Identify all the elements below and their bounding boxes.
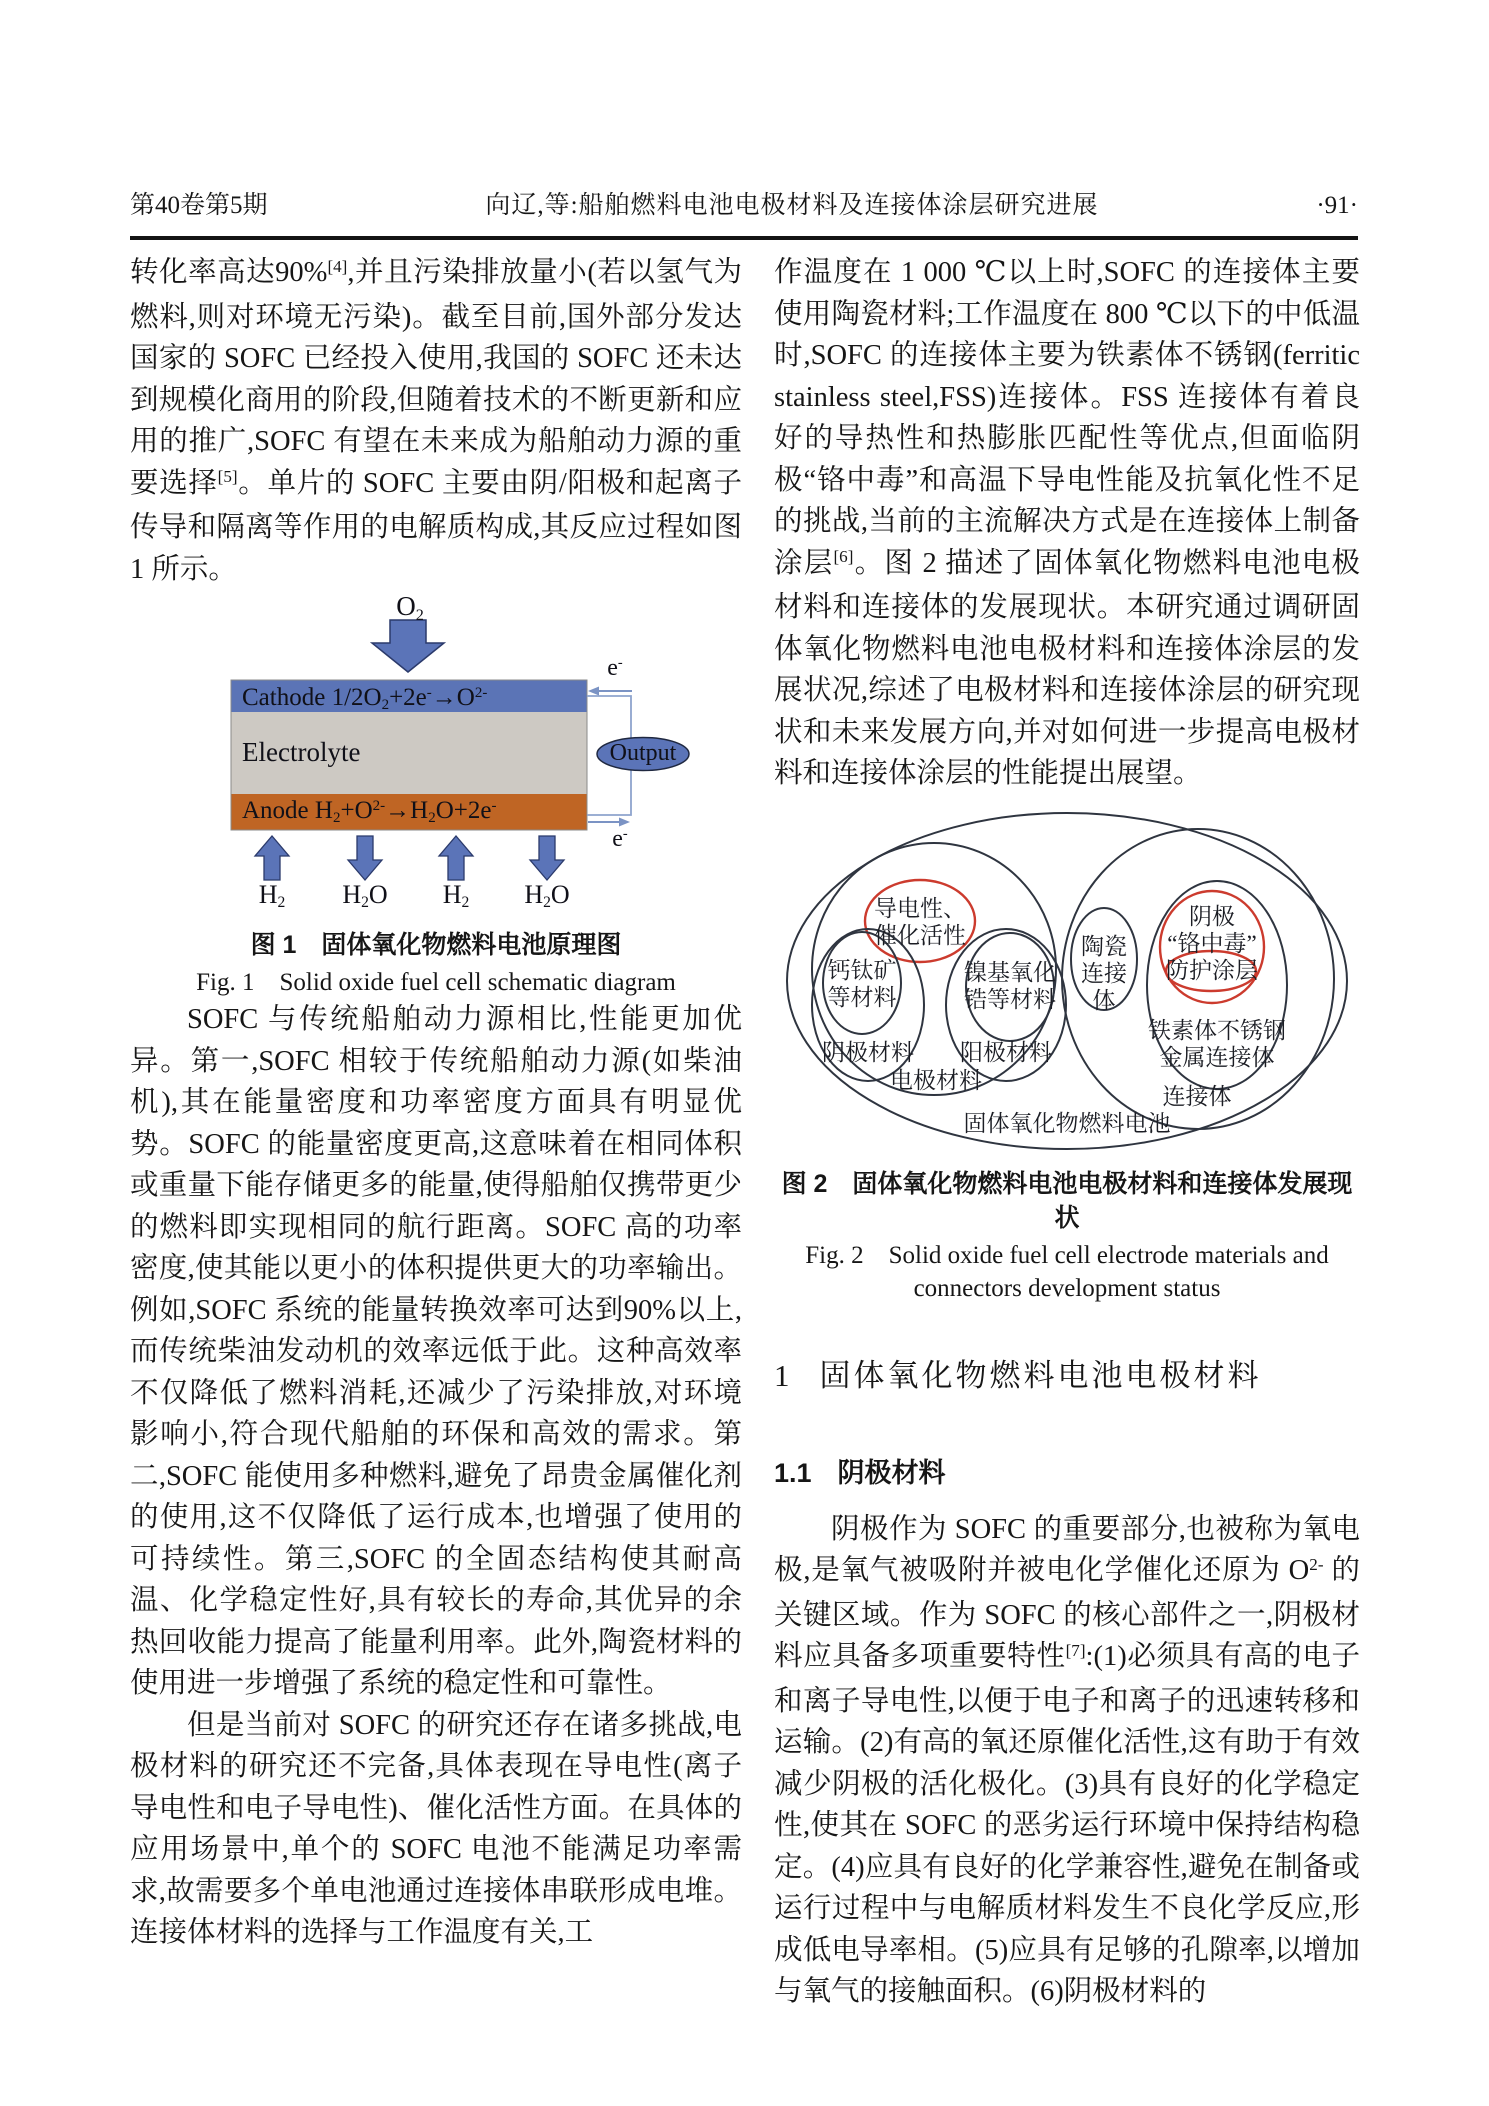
section-1-1-title: 阴极材料 <box>837 1457 946 1488</box>
h2o-down-arrow-left <box>348 836 382 880</box>
fss-interconnect-label: 铁素体不锈钢 金属连接体 <box>1148 1017 1286 1070</box>
section-1-number: 1 <box>774 1357 790 1393</box>
figure-1-caption <box>130 928 742 999</box>
paragraph-sofc-challenges: 但是当前对 SOFC 的研究还存在诸多挑战,电极材料的研究还不完备,具体表现在导电性(离子导电性和电子导电性)、催化活性方面。在具体的应用场景中,单个的 SOFC 电池不能满足功率需求,故需要多个单电池通过连接体串联形成电堆。连接体材料的选择与工作温度有关,工 <box>130 1709 742 1948</box>
electron-top-label: e- <box>607 655 623 681</box>
o2-down-arrow <box>372 620 444 672</box>
h2o-down-arrow-right <box>530 836 564 880</box>
figure-1-caption-en: Fig. 1 Solid oxide fuel cell schematic diagram <box>196 969 676 996</box>
output-label: Output <box>609 740 677 766</box>
figure-2-caption <box>774 1167 1360 1305</box>
ceramic-interconnect-label: 陶瓷 连接体 <box>1081 933 1127 1013</box>
page-number: ·91· <box>1316 192 1358 219</box>
figure-2-caption-zh: 图 2 固体氧化物燃料电池电极材料和连接体发展现状 <box>781 1169 1353 1232</box>
perovskite-label: 钙钛矿 等材料 <box>827 957 897 1010</box>
conductivity-label: 导电性、 催化活性 <box>874 895 966 948</box>
paragraph-interconnect: 作温度在 1 000 ℃以上时,SOFC 的连接体主要使用陶瓷材料;工作温度在 800 ℃以下的中低温时,SOFC 的连接体主要为铁素体不锈钢(ferritic stainless steel,FSS)连接体。FSS 连接体有着良好的导热性和热膨胀匹配性等优点,但面临阴极“铬中毒”和高温下导电性能及抗氧化性不足的挑战,当前的主流解决方式是在连接体上制备涂层[6]。图 2 描述了固体氧化物燃料电池电极材料和连接体的发展现状。本研究通过调研固体氧化物燃料电池电极材料和连接体涂层的发展状况,综述了电极材料和连接体涂层的研究现状和未来发展方向,并对如何进一步提高电极材料和连接体涂层的性能提出展望。 <box>774 257 1360 789</box>
h2o-label-left: $H_2O$ <box>342 880 388 912</box>
section-1-heading <box>774 1355 1360 1397</box>
figure-2-caption-en-1: Fig. 2 Solid oxide fuel cell electrode materials and <box>805 1241 1329 1269</box>
figure-1 <box>130 591 742 999</box>
interconnect-label: 连接体 <box>1162 1083 1232 1109</box>
cathode-reaction-label: Cathode $1/2O_2+2e^-\to O^{2-}$ <box>242 684 488 714</box>
h2-label-left: $H_2$ <box>258 880 286 912</box>
page-header <box>130 190 1358 222</box>
paragraph-cathode-materials: 阴极作为 SOFC 的重要部分,也被称为氧电极,是氧气被吸附并被电化学催化还原为 $O^{2-}$ 的关键区域。作为 SOFC 的核心部件之一,阴极材料应具备多项重要特性[7]:(1)必须具有高的电子和离子导电性,以便于电子和离子的迅速转移和运输。(2)有高的氧还原催化活性,这有助于有效减少阴极的活化极化。(3)具有良好的化学稳定性,使其在 SOFC 的恶劣运行环境中保持结构稳定。(4)应具有良好的化学兼容性,避免在制备或运行过程中与电解质材料发生不良化学反应,形成低电导率相。(5)应具有足够的孔隙率,以增加与氧气的接触面积。(6)阴极材料的 <box>774 1513 1360 2007</box>
right-column <box>774 252 1360 2013</box>
electrolyte-label: Electrolyte <box>242 737 361 767</box>
h2-up-arrow-right <box>439 836 473 880</box>
anode-reaction-label: Anode $H_2+O^{2-}\to H_2O+2e^-$ <box>242 797 497 827</box>
figure-1-caption-zh: 图 1 固体氧化物燃料电池原理图 <box>250 931 622 959</box>
paragraph-sofc-advantages: SOFC 与传统船舶动力源相比,性能更加优异。第一,SOFC 相较于传统船舶动力源(如柴油机),其在能量密度和功率密度方面具有明显优势。SOFC 的能量密度更高,这意味着在相同体积或重量下能存储更多的能量,使得船舶仅携带更少的燃料即实现相同的航行距离。SOFC 高的功率密度,使其能以更小的体积提供更大的功率输出。例如,SOFC 系统的能量转换效率可达到90%以上,而传统柴油发动机的效率远低于此。这种高效率不仅降低了燃料消耗,还减少了污染排放,对环境影响小,符合现代船舶的环保和高效的需求。第二,SOFC 能使用多种燃料,避免了昂贵金属催化剂的使用,这不仅降低了运行成本,也增强了使用的可持续性。第三,SOFC 的全固态结构使其耐高温、化学稳定性好,具有较长的寿命,其优异的余热回收能力提高了能量利用率。此外,陶瓷材料的使用进一步增强了系统的稳定性和可靠性。 <box>130 1004 742 1699</box>
electron-arrow-top-head <box>588 687 599 696</box>
running-title: 向辽,等:船舶燃料电池电极材料及连接体涂层研究进展 <box>485 192 1099 219</box>
cathode-materials-label: 阴极材料 <box>822 1039 914 1065</box>
electrode-materials-label: 电极材料 <box>890 1067 982 1093</box>
nickel-zirconia-label: 镍基氧化 锆等材料 <box>964 959 1056 1012</box>
figure-2 <box>774 807 1360 1305</box>
o2-label: $O_2$ <box>396 591 424 624</box>
figure-1-diagram <box>130 591 742 918</box>
sofc-label: 固体氧化物燃料电池 <box>963 1110 1171 1136</box>
section-1-title: 固体氧化物燃料电池电极材料 <box>819 1357 1262 1393</box>
figure-2-diagram <box>774 807 1360 1157</box>
figure-2-caption-en-2: connectors development status <box>913 1274 1221 1302</box>
section-1-1-number: 1.1 <box>774 1457 812 1488</box>
header-rule <box>130 236 1358 240</box>
paragraph-conversion-rate: 转化率高达90%[4],并且污染排放量小(若以氢气为燃料,则对环境无污染)。截至目前,国外部分发达国家的 SOFC 已经投入使用,我国的 SOFC 还未达到规模化商用的阶段,但随着技术的不断更新和应用的推广,SOFC 有望在未来成为船舶动力源的重要选择[5]。单片的 SOFC 主要由阴/阳极和起离子传导和隔离等作用的电解质构成,其反应过程如图 1 所示。 <box>130 256 742 585</box>
chromium-coating-label: 阴极 “铬中毒” 防护涂层 <box>1166 903 1258 983</box>
left-column <box>130 252 742 1954</box>
electron-bottom-label: e- <box>612 826 628 852</box>
volume-issue: 第40卷第5期 <box>130 192 268 219</box>
section-1-1-heading <box>774 1455 1360 1491</box>
h2-label-right: $H_2$ <box>442 880 470 912</box>
h2o-label-right: $H_2O$ <box>524 880 570 912</box>
h2-up-arrow-left <box>255 836 289 880</box>
anode-materials-label: 阳极材料 <box>960 1039 1052 1065</box>
